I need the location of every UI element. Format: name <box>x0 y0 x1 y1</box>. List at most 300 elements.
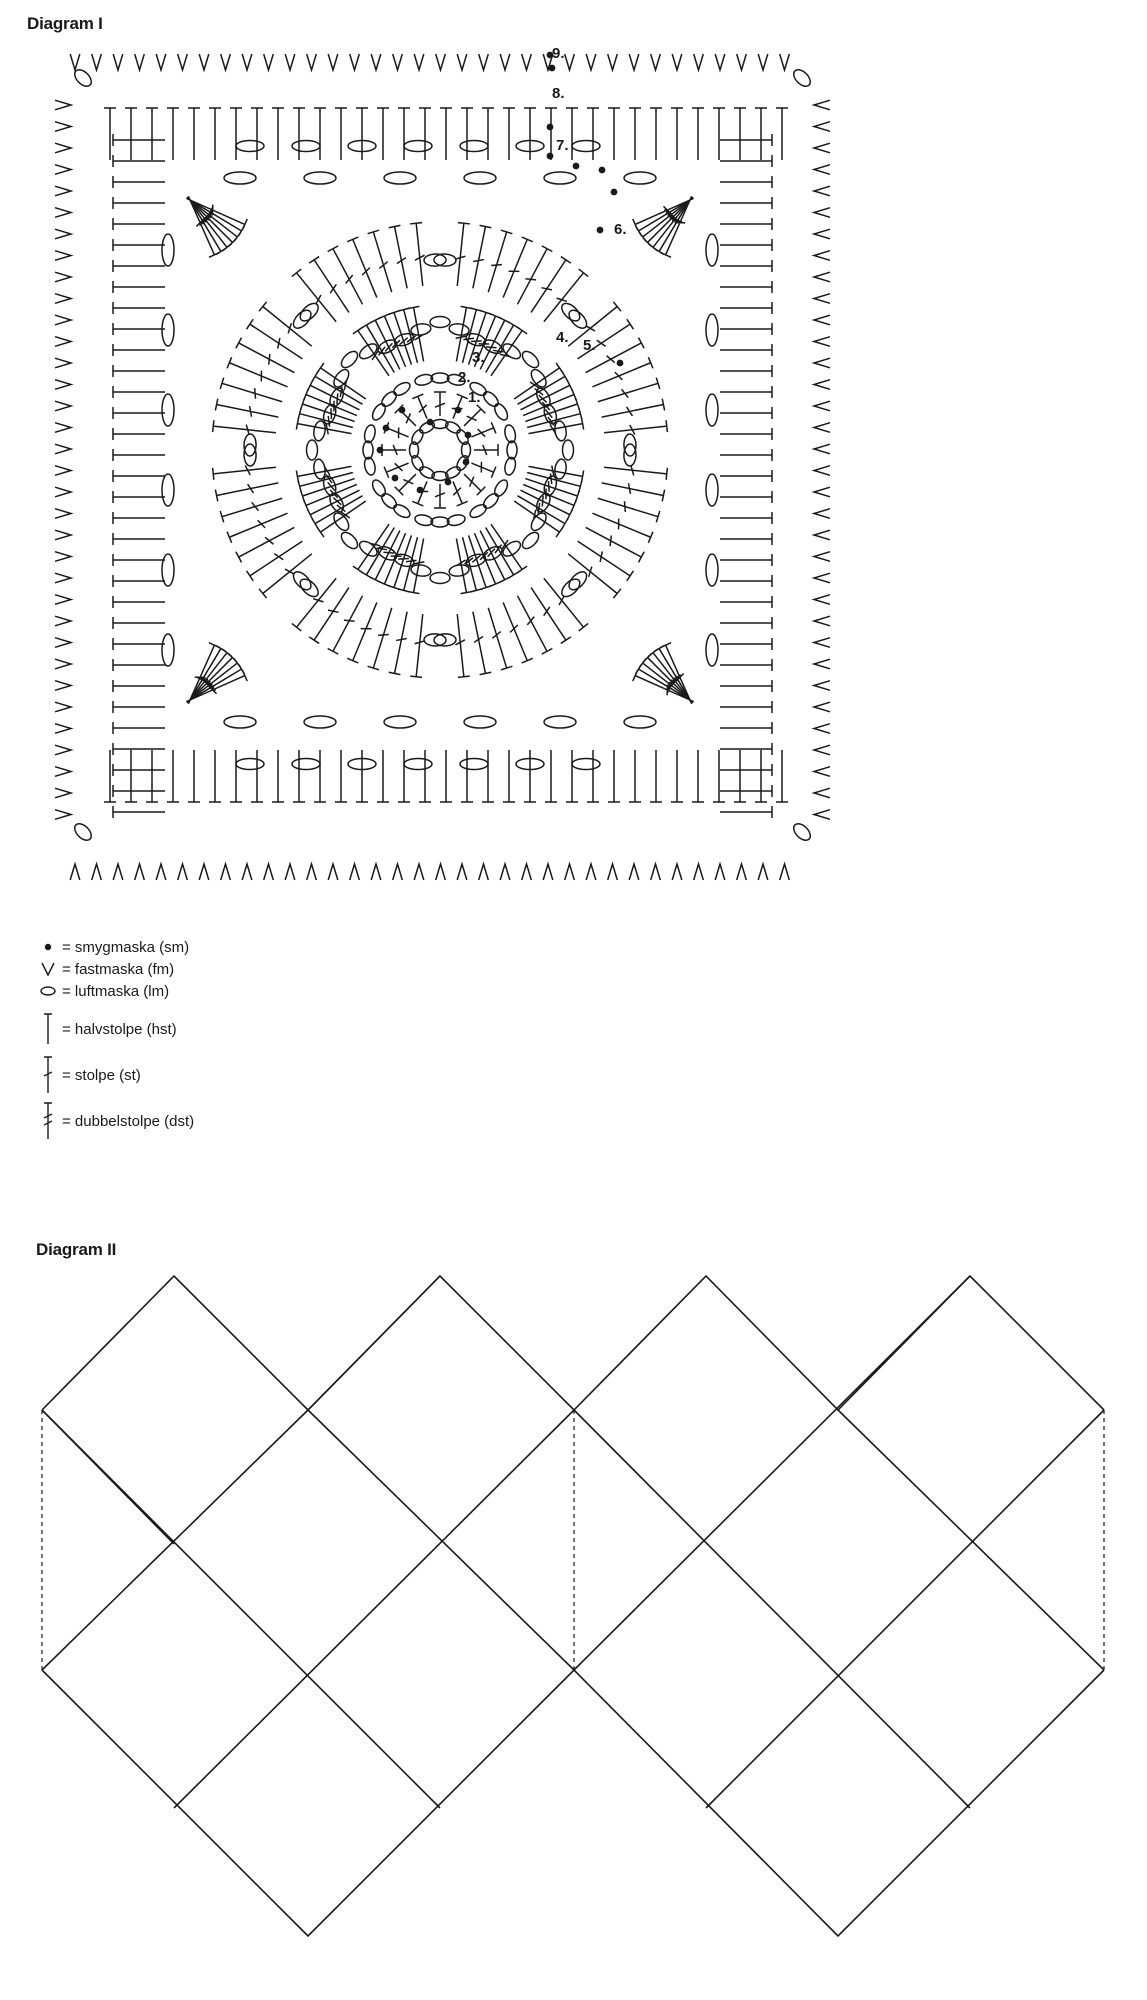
half-double-crochet-stitch <box>461 108 473 160</box>
double-crochet-stitch <box>654 645 692 703</box>
half-double-crochet-stitch <box>720 701 772 713</box>
slip-stitch-dot <box>445 479 452 486</box>
single-crochet-stitch <box>814 724 830 734</box>
chain-stitch <box>331 510 352 533</box>
chain-stitch <box>434 254 456 267</box>
single-crochet-stitch <box>814 122 830 132</box>
single-crochet-stitch <box>814 358 830 368</box>
half-double-crochet-stitch <box>734 750 746 802</box>
double-crochet-stitch <box>389 612 407 675</box>
legend-item-single-crochet <box>38 958 438 980</box>
half-double-crochet-stitch <box>113 428 165 440</box>
double-crochet-stitch <box>586 527 644 562</box>
half-double-crochet-stitch <box>113 470 165 482</box>
single-crochet-stitch <box>780 54 790 70</box>
chain-stitch <box>244 444 257 466</box>
half-double-crochet-stitch <box>113 743 165 755</box>
single-crochet-stitch <box>814 229 830 239</box>
round-label-6: 6. <box>614 221 627 238</box>
half-double-crochet-stitch <box>113 638 165 650</box>
single-crochet-stitch <box>672 864 682 880</box>
half-double-crochet-stitch <box>293 108 305 160</box>
single-crochet-stitch <box>55 509 71 519</box>
chain-stitch <box>528 510 549 533</box>
slip-stitch-dot <box>599 167 606 174</box>
double-crochet-icon <box>38 1055 58 1095</box>
slip-stitch-dot <box>383 425 390 432</box>
half-double-crochet-stitch <box>650 750 662 802</box>
chain-stitch <box>404 759 432 770</box>
chain-stitch <box>292 141 320 152</box>
chain-stitch <box>370 478 388 499</box>
half-double-crochet-stitch <box>104 108 116 160</box>
half-double-crochet-stitch <box>720 617 772 629</box>
assembly-diagram <box>0 1260 1147 1960</box>
half-double-crochet-stitch <box>113 176 165 188</box>
slip-stitch-dot <box>549 65 556 72</box>
half-double-crochet-stitch <box>113 512 165 524</box>
single-crochet-stitch <box>479 864 489 880</box>
half-double-crochet-stitch <box>440 108 452 160</box>
chain-stitch <box>544 716 576 728</box>
single-crochet-stitch <box>113 864 123 880</box>
half-double-crochet-stitch <box>113 659 165 671</box>
double-crochet-stitch <box>517 596 552 654</box>
chain-stitch <box>492 478 510 499</box>
half-double-crochet-stitch <box>188 108 200 160</box>
single-crochet-stitch <box>814 337 830 347</box>
single-crochet-stitch <box>457 864 467 880</box>
single-crochet-stitch <box>479 54 489 70</box>
half-double-crochet-stitch <box>587 108 599 160</box>
chain-stitch <box>313 420 327 441</box>
chain-stitch <box>791 67 814 90</box>
single-crochet-stitch <box>70 864 80 880</box>
slip-stitch-dot <box>547 153 554 160</box>
half-double-crochet-stitch <box>608 108 620 160</box>
chain-stitch <box>162 634 174 666</box>
grid-line <box>706 1410 1104 1808</box>
chain-stitch <box>224 716 256 728</box>
chain-stitch <box>572 759 600 770</box>
legend-label-slip-stitch: = smygmaska (sm) <box>62 938 190 956</box>
half-double-crochet-stitch <box>209 750 221 802</box>
chain-stitch <box>384 172 416 184</box>
half-double-crochet-stitch <box>419 750 431 802</box>
single-crochet-stitch <box>500 54 510 70</box>
half-double-crochet-stitch <box>113 134 165 146</box>
double-crochet-stitch <box>455 223 470 286</box>
chain-stitch <box>706 394 718 426</box>
grid-line <box>42 1276 440 1670</box>
chain-stitch <box>481 491 501 511</box>
half-double-crochet-stitch <box>293 750 305 802</box>
single-crochet-v-icon <box>38 961 58 977</box>
half-double-crochet-stitch <box>692 108 704 160</box>
half-double-crochet-stitch <box>113 302 165 314</box>
chain-stitch <box>244 434 257 456</box>
double-crochet-stitch <box>592 513 653 543</box>
half-double-crochet-stitch <box>113 407 165 419</box>
half-double-crochet-stitch <box>314 750 326 802</box>
single-crochet-stitch <box>55 487 71 497</box>
half-double-crochet-stitch <box>713 750 725 802</box>
single-crochet-stitch <box>55 659 71 669</box>
single-crochet-stitch <box>814 423 830 433</box>
chain-stitch <box>706 554 718 586</box>
half-double-crochet-stitch <box>720 218 772 230</box>
half-double-crochet-stitch <box>545 750 557 802</box>
chain-stitch <box>563 440 574 460</box>
single-crochet-stitch <box>814 509 830 519</box>
half-double-crochet-stitch <box>230 750 242 802</box>
chain-stitch <box>418 465 436 481</box>
double-crochet-stitch <box>328 596 363 654</box>
slip-stitch-dot <box>547 124 554 131</box>
slip-stitch-dot <box>617 360 624 367</box>
single-crochet-stitch <box>629 864 639 880</box>
double-crochet-stitch <box>347 602 377 663</box>
chain-stitch <box>706 234 718 266</box>
half-double-crochet-stitch <box>377 750 389 802</box>
single-crochet-stitch <box>393 864 403 880</box>
chain-stitch <box>468 502 489 520</box>
double-crochet-stitch <box>412 481 428 505</box>
double-crochet-stitch <box>471 462 495 478</box>
single-crochet-stitch <box>350 54 360 70</box>
half-double-crochet-stitch <box>720 155 772 167</box>
half-double-crochet-stitch <box>720 638 772 650</box>
single-crochet-stitch <box>737 864 747 880</box>
double-crochet-stitch <box>328 246 363 304</box>
slip-stitch-dot <box>465 432 472 439</box>
half-double-crochet-stitch <box>692 750 704 802</box>
half-double-crochet-stitch <box>272 108 284 160</box>
single-crochet-stitch <box>565 54 575 70</box>
single-crochet-stitch <box>55 595 71 605</box>
grid-line <box>574 1410 970 1808</box>
chain-stitch <box>392 502 413 520</box>
half-double-crochet-stitch <box>113 533 165 545</box>
single-crochet-stitch <box>307 54 317 70</box>
half-double-crochet-stitch <box>113 785 165 797</box>
single-crochet-stitch <box>199 54 209 70</box>
single-crochet-stitch <box>814 810 830 820</box>
double-crochet-stitch <box>604 465 667 480</box>
round-label-3: 3. <box>472 349 485 366</box>
half-double-crochet-stitch <box>608 750 620 802</box>
half-double-crochet-stitch <box>251 750 263 802</box>
single-crochet-stitch <box>135 54 145 70</box>
single-crochet-stitch <box>350 864 360 880</box>
single-crochet-stitch <box>55 251 71 261</box>
chain-oval-icon <box>38 985 58 997</box>
single-crochet-stitch <box>55 573 71 583</box>
single-crochet-stitch <box>371 864 381 880</box>
chain-stitch <box>706 634 718 666</box>
single-crochet-stitch <box>55 681 71 691</box>
chain-stitch <box>304 716 336 728</box>
single-crochet-stitch <box>55 229 71 239</box>
round-label-5: 5. <box>583 337 596 354</box>
single-crochet-stitch <box>737 54 747 70</box>
half-double-crochet-stitch <box>113 596 165 608</box>
chain-stitch <box>481 389 501 409</box>
single-crochet-stitch <box>113 54 123 70</box>
chain-stitch <box>339 349 361 371</box>
half-double-crochet-stitch <box>272 750 284 802</box>
outline-bottom-zigzag <box>42 1670 1104 1936</box>
single-crochet-stitch <box>371 54 381 70</box>
chain-stitch <box>492 402 510 423</box>
chain-stitch <box>430 317 450 328</box>
single-crochet-stitch <box>55 638 71 648</box>
chain-stitch <box>430 573 450 584</box>
single-crochet-stitch <box>814 530 830 540</box>
single-crochet-stitch <box>586 54 596 70</box>
single-crochet-stitch <box>221 54 231 70</box>
half-double-crochet-stitch <box>335 750 347 802</box>
single-crochet-stitch <box>522 864 532 880</box>
single-crochet-stitch <box>55 208 71 218</box>
half-double-crochet-stitch <box>566 750 578 802</box>
double-crochet-stitch <box>215 399 278 417</box>
double-crochet-stitch <box>347 237 377 298</box>
single-crochet-stitch <box>651 864 661 880</box>
round-label-8: 8. <box>552 85 565 102</box>
half-double-crochet-stitch <box>113 806 165 818</box>
chain-stitch <box>520 530 542 552</box>
half-double-crochet-stitch <box>720 743 772 755</box>
single-crochet-stitch <box>264 864 274 880</box>
single-crochet-stitch <box>92 54 102 70</box>
half-double-crochet-stitch <box>113 323 165 335</box>
half-double-crochet-stitch <box>113 344 165 356</box>
single-crochet-stitch <box>814 208 830 218</box>
single-crochet-stitch <box>55 745 71 755</box>
double-crochet-stitch <box>187 664 245 702</box>
single-crochet-stitch <box>199 864 209 880</box>
single-crochet-stitch <box>814 767 830 777</box>
half-double-crochet-stitch <box>720 785 772 797</box>
slip-stitch-dot <box>611 189 618 196</box>
single-crochet-stitch <box>457 54 467 70</box>
chain-stitch <box>410 323 431 337</box>
half-double-crochet-stitch <box>113 197 165 209</box>
legend-item-slip-stitch <box>38 936 438 958</box>
chain-stitch <box>544 172 576 184</box>
double-crochet-stitch <box>503 237 533 298</box>
single-crochet-stitch <box>814 380 830 390</box>
double-crochet-stitch <box>395 405 416 426</box>
single-crochet-stitch <box>814 573 830 583</box>
single-crochet-stitch <box>55 616 71 626</box>
half-double-crochet-stitch <box>755 108 767 160</box>
single-crochet-stitch <box>672 54 682 70</box>
slip-stitch-dot <box>597 227 604 234</box>
double-crochet-stitch <box>643 653 692 702</box>
single-crochet-stitch <box>436 54 446 70</box>
half-double-crochet-stitch <box>167 750 179 802</box>
half-double-crochet-stitch <box>113 155 165 167</box>
double-crochet-stitch <box>464 474 485 495</box>
single-crochet-stitch <box>55 444 71 454</box>
single-crochet-stitch <box>814 143 830 153</box>
single-crochet-stitch <box>285 54 295 70</box>
half-double-crochet-stitch <box>125 108 137 160</box>
double-crochet-stitch <box>525 479 579 502</box>
chain-stitch <box>460 759 488 770</box>
half-double-crochet-stitch <box>720 533 772 545</box>
chain-stitch <box>431 373 449 383</box>
legend-item-treble <box>38 1098 438 1144</box>
chain-stitch <box>410 564 431 578</box>
single-crochet-stitch <box>814 745 830 755</box>
chain-stitch <box>292 759 320 770</box>
half-double-crochet-stitch <box>720 386 772 398</box>
double-crochet-stitch <box>453 481 468 505</box>
chain-stitch <box>444 420 462 436</box>
round-label-2: 2. <box>458 369 471 386</box>
half-double-crochet-stitch <box>650 108 662 160</box>
half-double-crochet-stitch <box>720 596 772 608</box>
chain-stitch <box>572 141 600 152</box>
chain-stitch <box>464 172 496 184</box>
half-double-crochet-stitch <box>720 449 772 461</box>
double-crochet-stitch <box>187 653 236 702</box>
double-crochet-stitch <box>464 405 485 426</box>
chain-stitch <box>500 538 523 559</box>
double-crochet-stitch <box>434 484 446 508</box>
double-crochet-stitch <box>353 327 389 376</box>
half-double-crochet-stitch <box>720 365 772 377</box>
half-double-crochet-stitch <box>104 750 116 802</box>
single-crochet-stitch <box>565 864 575 880</box>
round-label-9: 9. <box>552 45 565 62</box>
diagram-1-title: Diagram I <box>27 14 103 33</box>
half-double-crochet-stitch <box>113 722 165 734</box>
double-crochet-stitch <box>236 338 294 373</box>
half-double-crochet-stitch <box>720 554 772 566</box>
chain-stitch <box>464 716 496 728</box>
half-double-crochet-stitch <box>755 750 767 802</box>
double-crochet-stitch <box>473 225 491 288</box>
chain-stitch <box>434 634 456 647</box>
chain-stitch <box>431 517 449 527</box>
chain-stitch <box>624 434 637 456</box>
half-double-crochet-stitch <box>230 108 242 160</box>
chain-stitch <box>392 380 413 398</box>
double-crochet-stitch <box>410 614 425 677</box>
outline-top-zigzag <box>42 1276 1104 1410</box>
half-double-crochet-icon <box>38 1012 58 1046</box>
single-crochet-stitch <box>814 401 830 411</box>
single-crochet-stitch <box>55 810 71 820</box>
single-crochet-stitch <box>55 401 71 411</box>
double-crochet-stitch <box>434 392 446 416</box>
single-crochet-stitch <box>242 864 252 880</box>
legend-item-half-double <box>38 1006 438 1052</box>
double-crochet-stitch <box>227 357 288 387</box>
single-crochet-stitch <box>814 552 830 562</box>
half-double-crochet-stitch <box>503 108 515 160</box>
double-crochet-stitch <box>604 420 667 434</box>
chain-stitch <box>706 314 718 346</box>
single-crochet-stitch <box>55 337 71 347</box>
single-crochet-stitch <box>55 724 71 734</box>
single-crochet-stitch <box>814 444 830 454</box>
single-crochet-stitch <box>55 466 71 476</box>
single-crochet-stitch <box>70 54 80 70</box>
half-double-crochet-stitch <box>720 428 772 440</box>
half-double-crochet-stitch <box>720 197 772 209</box>
double-crochet-stitch <box>474 444 498 456</box>
single-crochet-stitch <box>55 100 71 110</box>
single-crochet-stitch <box>55 788 71 798</box>
half-double-crochet-stitch <box>113 575 165 587</box>
half-double-crochet-stitch <box>720 470 772 482</box>
chain-stitch <box>791 821 814 844</box>
single-crochet-stitch <box>500 864 510 880</box>
half-double-crochet-stitch <box>167 108 179 160</box>
slip-stitch-dot <box>399 407 406 414</box>
chain-stitch <box>460 141 488 152</box>
double-crochet-stitch <box>635 198 693 236</box>
single-crochet-stitch <box>55 186 71 196</box>
chain-stitch <box>507 441 517 459</box>
double-crochet-stitch <box>388 535 411 589</box>
half-double-crochet-stitch <box>398 108 410 160</box>
slip-stitch-dot <box>463 459 470 466</box>
half-double-crochet-stitch <box>113 281 165 293</box>
chain-stitch <box>72 821 95 844</box>
single-crochet-stitch <box>522 54 532 70</box>
half-double-crochet-stitch <box>113 260 165 272</box>
single-crochet-stitch <box>242 54 252 70</box>
single-crochet-stitch <box>328 864 338 880</box>
half-double-crochet-stitch <box>720 302 772 314</box>
chain-stitch <box>424 634 446 647</box>
chain-stitch <box>410 428 426 446</box>
chain-stitch <box>448 323 469 337</box>
double-crochet-stitch <box>491 524 527 573</box>
round-label-7: 7. <box>556 137 569 154</box>
single-crochet-stitch <box>814 487 830 497</box>
slip-stitch-dot <box>573 163 580 170</box>
chain-stitch <box>363 441 373 459</box>
half-double-crochet-stitch <box>671 108 683 160</box>
half-double-crochet-stitch <box>377 108 389 160</box>
half-double-crochet-stitch <box>146 750 158 802</box>
single-crochet-stitch <box>814 659 830 669</box>
half-double-crochet-stitch <box>776 750 788 802</box>
chain-stitch <box>313 458 327 479</box>
single-crochet-stitch <box>156 864 166 880</box>
half-double-crochet-stitch <box>113 218 165 230</box>
double-crochet-stitch <box>525 398 579 421</box>
double-crochet-stitch <box>469 535 492 589</box>
chain-stitch <box>500 341 523 362</box>
single-crochet-stitch <box>221 864 231 880</box>
single-crochet-stitch <box>307 864 317 880</box>
single-crochet-stitch <box>814 638 830 648</box>
half-double-crochet-stitch <box>482 108 494 160</box>
half-double-crochet-stitch <box>720 176 772 188</box>
single-crochet-stitch <box>758 864 768 880</box>
half-double-crochet-stitch <box>671 750 683 802</box>
half-double-crochet-stitch <box>720 575 772 587</box>
chain-stitch <box>624 172 656 184</box>
